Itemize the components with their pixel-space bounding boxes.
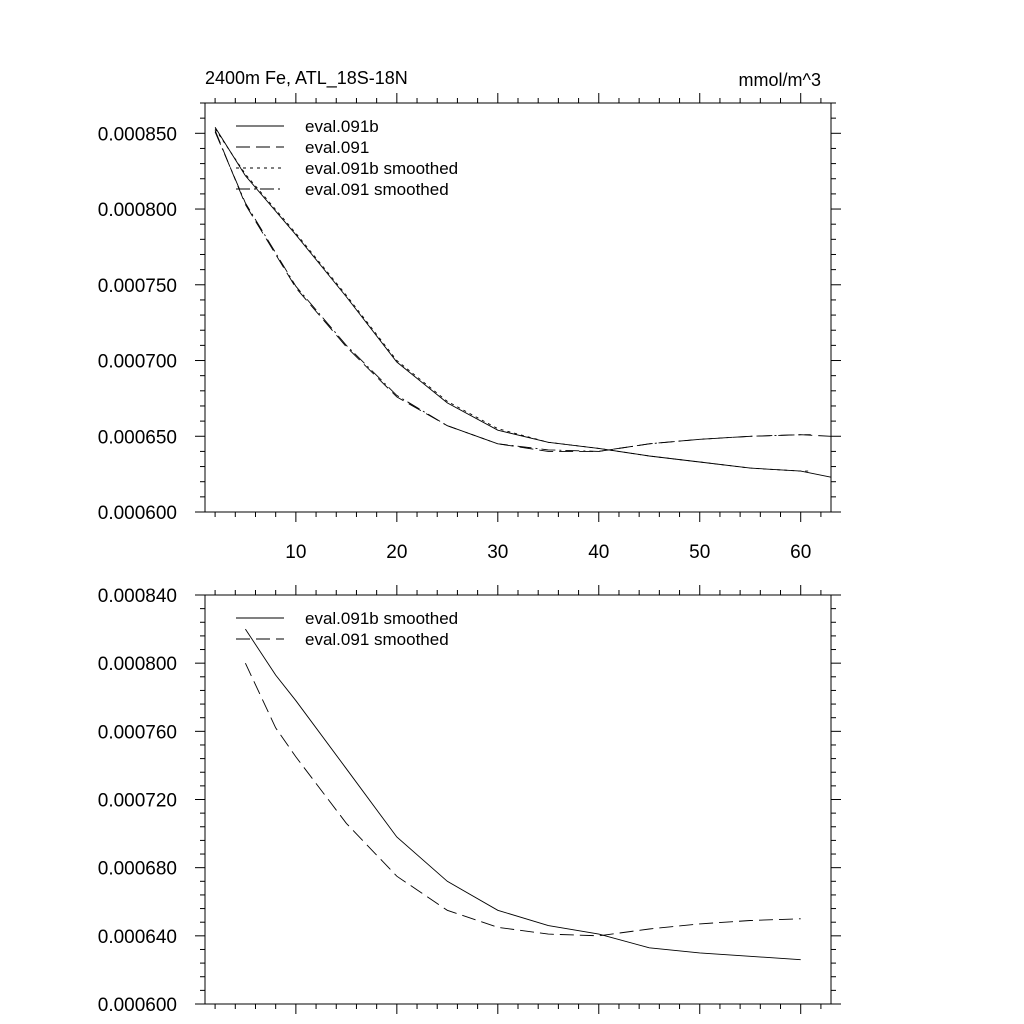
y-tick-label: 0.000650 [97, 427, 177, 449]
y-tick-label: 0.000760 [97, 722, 177, 744]
y-tick-label: 0.000750 [97, 275, 177, 297]
x-tick-label: 40 [588, 542, 610, 563]
x-tick-label: 60 [790, 542, 812, 563]
top-panel [98, 68, 841, 563]
legend-label: eval.091 smoothed [305, 630, 449, 649]
y-tick-label: 0.000800 [97, 200, 177, 222]
y-tick-label: 0.000840 [97, 586, 177, 607]
y-tick-label: 0.000720 [97, 790, 177, 812]
units-label: mmol/m^3 [738, 70, 821, 90]
series-line [245, 629, 800, 960]
y-tick-label: 0.000600 [97, 503, 177, 524]
legend-label: eval.091b [305, 117, 379, 136]
bottom-panel [98, 585, 841, 1016]
x-tick-label: 10 [285, 542, 307, 563]
plot-frame [205, 103, 831, 512]
legend-label: eval.091 [305, 138, 370, 157]
legend-label: eval.091 smoothed [305, 180, 449, 199]
series-line [215, 130, 831, 451]
series-line [245, 663, 800, 936]
x-tick-label: 50 [689, 542, 711, 563]
y-tick-label: 0.000800 [97, 654, 177, 676]
chart-title: 2400m Fe, ATL_18S-18N [205, 68, 408, 88]
x-tick-label: 30 [487, 542, 509, 563]
y-tick-label: 0.000850 [97, 124, 177, 146]
legend-label: eval.091b smoothed [305, 159, 459, 178]
x-tick-label: 20 [386, 542, 408, 563]
y-tick-label: 0.000680 [97, 858, 177, 880]
y-tick-label: 0.000600 [97, 995, 177, 1016]
plot-frame [205, 595, 831, 1004]
y-tick-label: 0.000640 [97, 926, 177, 948]
y-tick-label: 0.000700 [97, 351, 177, 373]
legend-label: eval.091b smoothed [305, 609, 459, 628]
